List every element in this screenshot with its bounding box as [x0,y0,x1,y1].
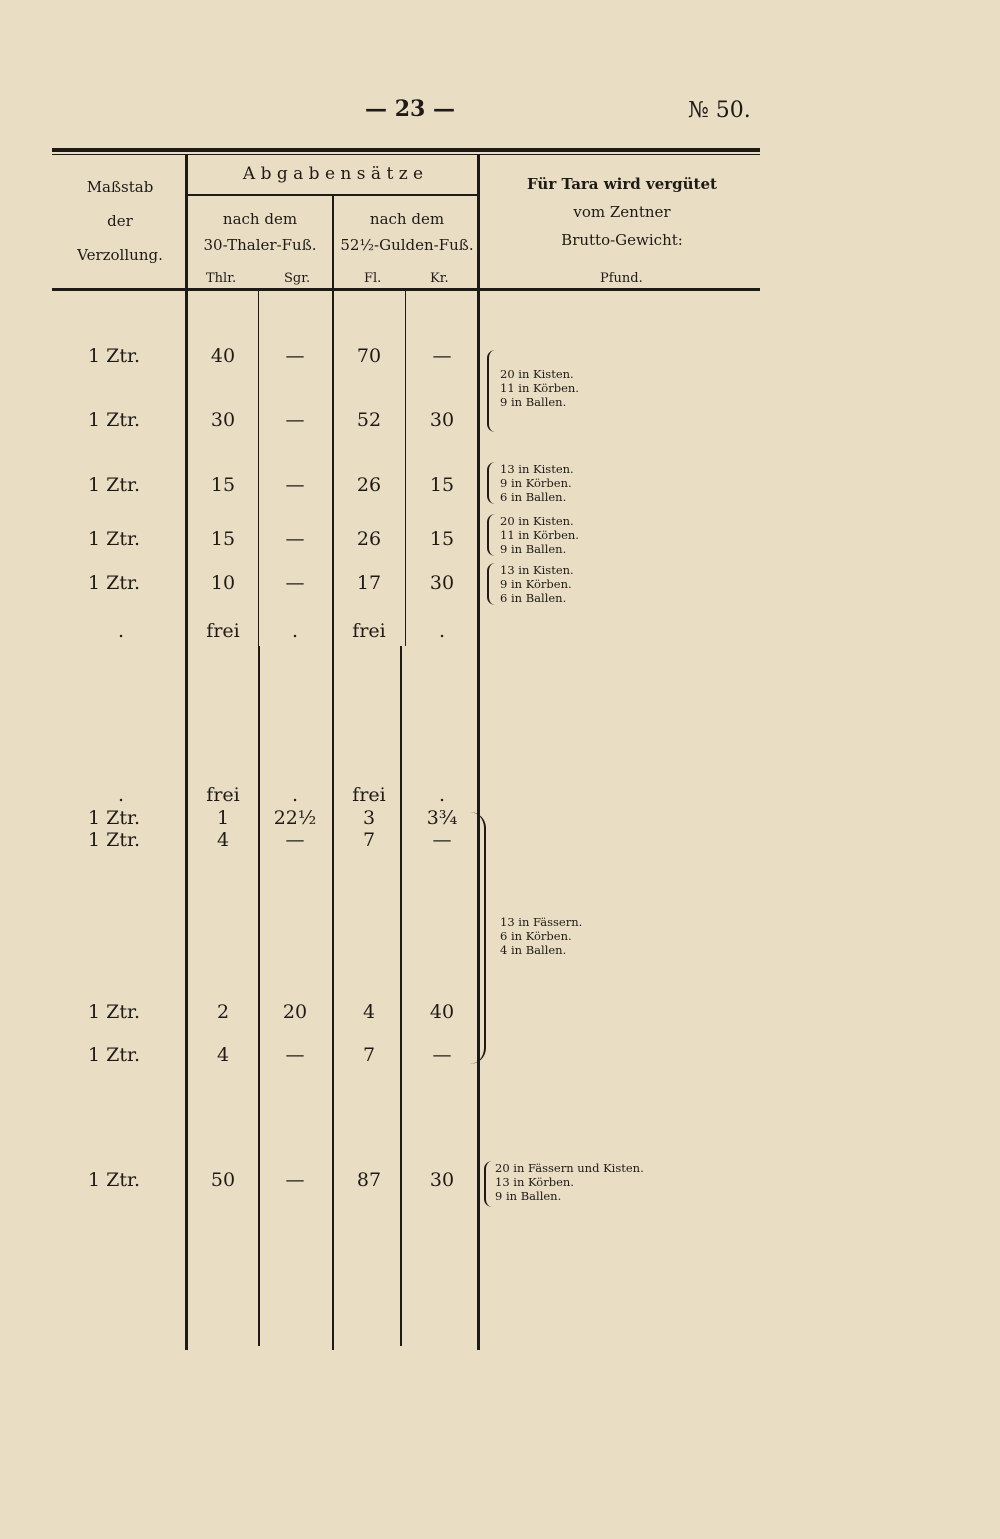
row-massstab: 1 Ztr. [88,345,140,367]
col-divider-tara [477,155,480,1350]
top-rule-thick [52,148,760,152]
row-fl: frei [352,620,386,642]
row-massstab: 1 Ztr. [88,807,140,829]
header-massstab: Maßstab [86,178,154,196]
row-massstab: 1 Ztr. [88,829,140,851]
row-kr: 30 [429,1169,455,1191]
row-thlr: frei [206,784,240,806]
row-massstab: . [118,784,125,806]
tara-entry: 11 in Körben. [500,381,579,395]
row-thlr: 15 [210,474,236,496]
row-massstab: 1 Ztr. [88,409,140,431]
header-tara-unit: Pfund. [600,271,643,286]
tara-brace [487,350,495,432]
row-kr: 30 [429,409,455,431]
tara-entry: 13 in Körben. [495,1175,574,1189]
tara-entry: 4 in Ballen. [500,943,567,957]
unit-thlr: Thlr. [206,271,237,286]
row-massstab: 1 Ztr. [88,1044,140,1066]
row-kr: . [438,784,446,806]
row-sgr: — [285,409,305,431]
tara-brace [487,514,495,556]
row-fl: 26 [356,474,382,496]
header-bottom-rule [52,288,760,291]
row-fl: 4 [362,1001,376,1023]
row-fl: 7 [362,829,376,851]
row-sgr: — [285,572,305,594]
header-gulden-fuss: 52½-Gulden-Fuß. [340,236,474,254]
header-verzollung: Verzollung. [77,246,163,264]
row-sgr: — [285,474,305,496]
unit-kr: Kr. [430,271,449,286]
header-abgabensaetze: A b g a b e n s ä t z e [242,164,424,184]
unit-fl: Fl. [364,271,382,286]
row-sgr: 20 [282,1001,308,1023]
row-fl: 17 [356,572,382,594]
row-sgr: . [291,620,299,642]
header-tara-line3: Brutto-Gewicht: [561,231,683,249]
row-fl: 7 [362,1044,376,1066]
tara-entry: 9 in Ballen. [500,395,567,409]
row-thlr: 4 [216,1044,230,1066]
row-thlr: 50 [210,1169,236,1191]
tara-entry: 6 in Ballen. [500,490,567,504]
row-kr: — [432,345,452,367]
row-kr: — [432,1044,452,1066]
row-fl: 87 [356,1169,382,1191]
row-kr: 40 [429,1001,455,1023]
header-tara-line1: Für Tara wird vergütet [527,175,717,193]
col-divider-gulden [405,291,406,646]
tara-entry: 11 in Körben. [500,528,579,542]
row-sgr: — [285,528,305,550]
row-thlr: 15 [210,528,236,550]
header-der: der [107,212,133,230]
tara-entry: 20 in Kisten. [500,514,574,528]
row-thlr: 30 [210,409,236,431]
tara-entry: 9 in Körben. [500,577,572,591]
tara-brace [487,462,495,504]
row-thlr: 40 [210,345,236,367]
sheet-number: № 50. [688,98,751,123]
row-sgr: . [291,784,299,806]
row-sgr: 22½ [273,807,317,829]
tara-entry: 9 in Körben. [500,476,572,490]
tara-entry: 20 in Fässern und Kisten. [495,1161,644,1175]
tara-brace [484,1161,492,1207]
tara-large-brace [470,812,486,1064]
row-fl: 70 [356,345,382,367]
header-gulden-nach: nach dem [369,210,445,228]
row-massstab: 1 Ztr. [88,528,140,550]
row-massstab: 1 Ztr. [88,1001,140,1023]
row-kr: . [438,620,446,642]
unit-sgr: Sgr. [284,271,311,286]
col-divider-gulden-lower [400,646,402,1346]
row-sgr: — [285,829,305,851]
tara-entry: 13 in Fässern. [500,915,583,929]
row-thlr: 1 [216,807,230,829]
row-sgr: — [285,1044,305,1066]
tara-entry: 20 in Kisten. [500,367,574,381]
row-kr: 15 [429,528,455,550]
row-fl: 3 [362,807,376,829]
row-kr: — [432,829,452,851]
top-rule-thin [52,154,760,155]
row-fl: 52 [356,409,382,431]
row-massstab: 1 Ztr. [88,1169,140,1191]
tara-entry: 9 in Ballen. [495,1189,562,1203]
tara-entry: 9 in Ballen. [500,542,567,556]
page-number: — 23 — [365,96,455,122]
tara-entry: 13 in Kisten. [500,563,574,577]
row-thlr: frei [206,620,240,642]
row-thlr: 10 [210,572,236,594]
row-kr: 3¾ [426,807,458,829]
row-thlr: 4 [216,829,230,851]
header-taler-nach: nach dem [222,210,298,228]
row-kr: 30 [429,572,455,594]
tara-entry: 6 in Ballen. [500,591,567,605]
tara-brace [487,563,495,605]
header-taler-fuss: 30-Thaler-Fuß. [203,236,317,254]
tara-entry: 6 in Körben. [500,929,572,943]
row-sgr: — [285,1169,305,1191]
row-massstab: . [118,620,125,642]
row-fl: frei [352,784,386,806]
row-massstab: 1 Ztr. [88,474,140,496]
row-sgr: — [285,345,305,367]
row-fl: 26 [356,528,382,550]
row-thlr: 2 [216,1001,230,1023]
col-divider-taler [258,291,259,646]
row-kr: 15 [429,474,455,496]
header-tara-line2: vom Zentner [573,203,671,221]
tara-entry: 13 in Kisten. [500,462,574,476]
col-divider-taler-lower [258,646,260,1346]
row-massstab: 1 Ztr. [88,572,140,594]
